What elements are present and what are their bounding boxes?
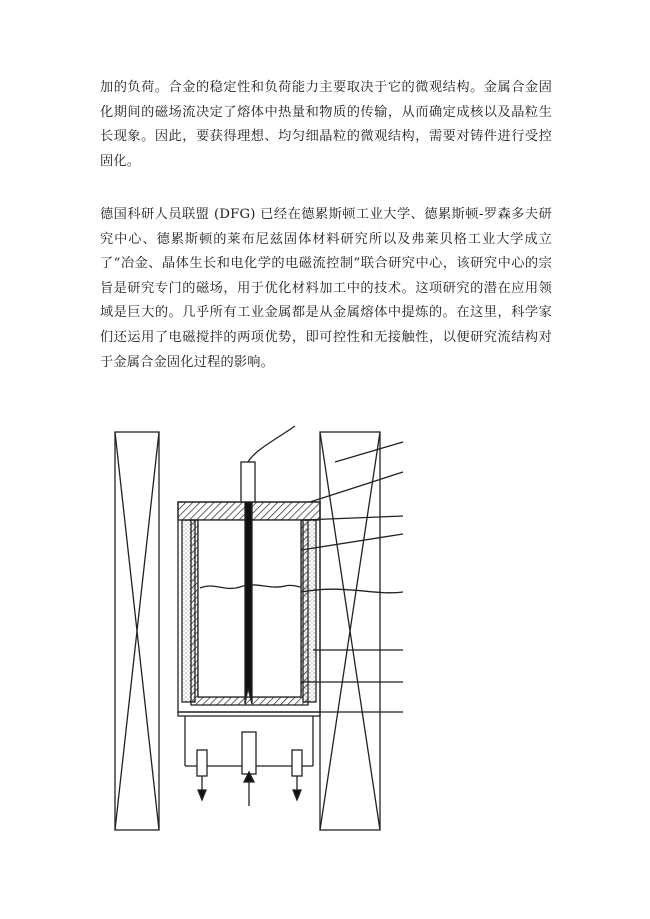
paragraph-1: 加的负荷。合金的稳定性和负荷能力主要取决于它的微观结构。金属合金固化期间的磁场流决定了熔体中热量和物质的传输，从而确定成核以及晶粒生长现象。因此，要获得理想、均匀细晶粒的微观结构，需要对铸件进行受控固化。 xyxy=(100,80,552,169)
paragraph-2: 德国科研人员联盟 (DFG) 已经在德累斯顿工业大学、德累斯顿-罗森多夫研究中心、德累斯顿的莱布尼兹固体材料研究所以及弗莱贝格工业大学成立了“冶金、晶体生长和电化学的电磁流控制”联合研究中心，该研究中心的宗旨是研究专门的磁场，用于优化材料加工中的技术。这项研究的潜在应用领域是巨大的。几乎所有工业金属都是从金属熔体中提炼的。在这里，科学家们还运用了电磁搅拌的两项优势，即可控性和无接触性，以便研究流结构对于金属合金固化过程的影响。 xyxy=(100,207,552,370)
left-coil xyxy=(115,432,159,830)
cylinder-right xyxy=(292,750,302,800)
probe-rod xyxy=(245,502,252,704)
base-plate xyxy=(178,712,320,716)
cylinder-center xyxy=(242,732,256,806)
probe-wire xyxy=(248,426,295,462)
probe-holder xyxy=(241,462,255,502)
apparatus-diagram xyxy=(105,420,415,840)
cylinder-left xyxy=(197,750,207,800)
right-coil xyxy=(320,432,380,830)
